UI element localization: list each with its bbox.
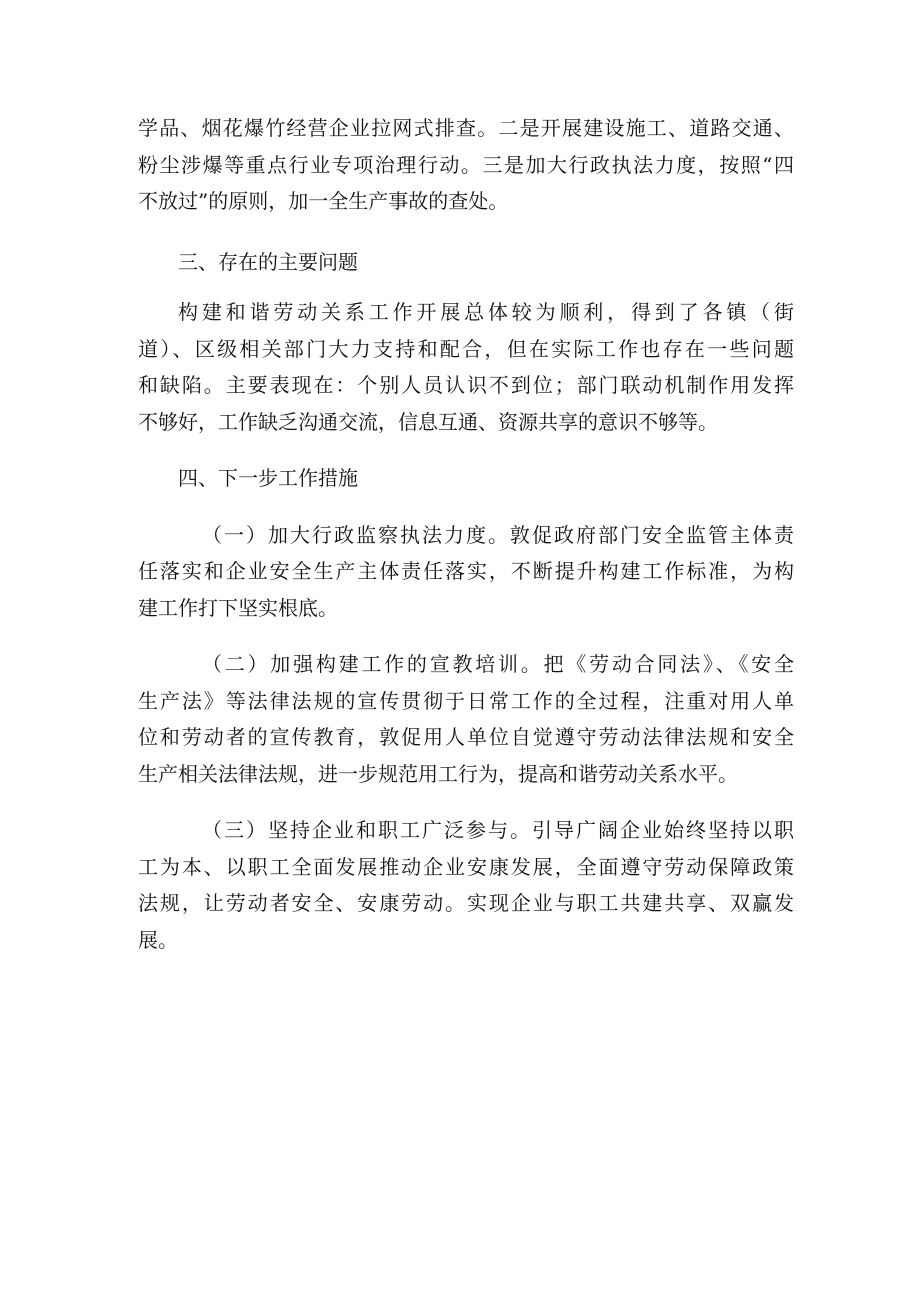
paragraph-measure-1 xyxy=(138,517,794,627)
text-line: 生产相关法律法规，进一步规范用工行为，提高和谐劳动关系水平。 xyxy=(138,761,738,786)
text-line: 工为本、以职工全面发展推动企业安康发展，全面遵守劳动保障政策 xyxy=(138,854,794,879)
text-line: （三）坚持企业和职工广泛参与。引导广阔企业始终坚持以职 xyxy=(202,818,794,842)
text-line: 不放过”的原则，加一全生产事故的查处。 xyxy=(138,189,509,213)
heading-text: 四、下一步工作措施 xyxy=(178,466,358,490)
section-heading-4 xyxy=(138,460,794,497)
paragraph-problems xyxy=(138,294,794,440)
text-line: 粉尘涉爆等重点行业专项治理行动。三是加大行政执法力度，按照“四 xyxy=(138,152,794,177)
text-line: 学品、烟花爆竹经营企业拉网式排查。二是开展建设施工、道路交通、 xyxy=(138,116,794,140)
paragraph-continued xyxy=(138,110,794,220)
text-line: 和缺陷。主要表现在：个别人员认识不到位；部门联动机制作用发挥 xyxy=(138,373,794,397)
text-line: 位和劳动者的宣传教育，敦促用人单位自觉遵守劳动法律法规和安全 xyxy=(138,725,794,749)
text-line: 展。 xyxy=(138,927,178,952)
text-line: 法规，让劳动者安全、安康劳动。实现企业与职工共建共享、双赢发 xyxy=(138,891,794,915)
document-body xyxy=(138,110,794,958)
text-line: （二）加强构建工作的宣教培训。把《劳动合同法》、《安全 xyxy=(202,652,794,676)
paragraph-measure-3 xyxy=(138,812,794,958)
text-line: 道）、区级相关部门大力支持和配合，但在实际工作也存在一些问题 xyxy=(138,336,794,361)
paragraph-measure-2 xyxy=(138,646,794,792)
text-line: 生产法》等法律法规的宣传贯彻于日常工作的全过程，注重对用人单 xyxy=(138,688,794,713)
text-line: 不够好，工作缺乏沟通交流，信息互通、资源共享的意识不够等。 xyxy=(138,409,718,434)
text-line: 建工作打下坚实根底。 xyxy=(138,595,338,620)
heading-text: 三、存在的主要问题 xyxy=(178,249,358,274)
text-line: （一）加大行政监察执法力度。敦促政府部门安全监管主体责 xyxy=(202,522,794,547)
section-heading-3 xyxy=(138,244,794,281)
text-line: 构建和谐劳动关系工作开展总体较为顺利，得到了各镇（街 xyxy=(178,300,794,324)
text-line: 任落实和企业安全生产主体责任落实，不断提升构建工作标准，为构 xyxy=(138,559,794,583)
